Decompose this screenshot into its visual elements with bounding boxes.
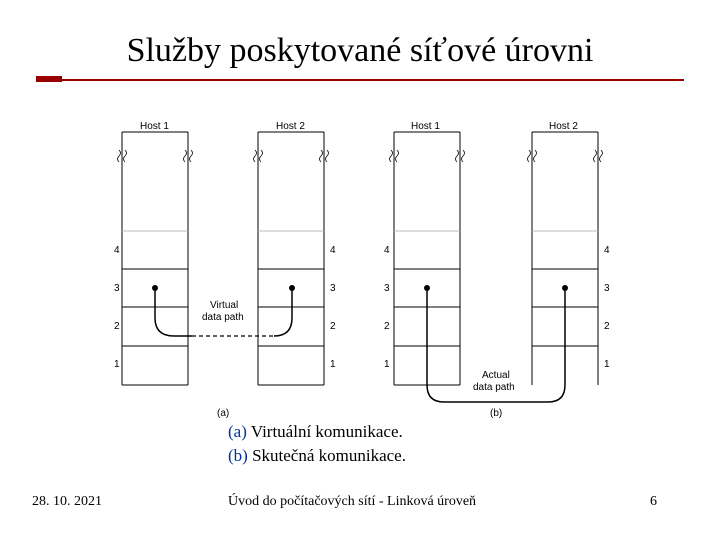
- layer-number: 1: [604, 359, 610, 370]
- panel-b-label: (b): [490, 408, 503, 419]
- host1-label-a: Host 1: [140, 121, 169, 132]
- actual-path-label-line1: Actual: [482, 370, 510, 381]
- host2-label-b: Host 2: [549, 121, 578, 132]
- layer-number: 2: [604, 321, 610, 332]
- endpoint-dot: [289, 285, 295, 291]
- actual-path-label-line2: data path: [473, 382, 515, 393]
- host-columns: [122, 132, 598, 385]
- virtual-path-label-line2: data path: [202, 312, 244, 323]
- layer-number: 2: [330, 321, 336, 332]
- layer-number: 3: [114, 283, 120, 294]
- layer-number: 4: [384, 245, 390, 256]
- layer-number: 3: [330, 283, 336, 294]
- caption-tag-b: (b): [228, 446, 248, 465]
- caption-line-a: [228, 420, 406, 444]
- footer-title: Úvod do počítačových sítí - Linková úroveň: [228, 494, 477, 509]
- endpoint-dot: [562, 285, 568, 291]
- layer-number: 4: [330, 245, 336, 256]
- break-marks: [118, 150, 603, 162]
- footer-date: 28. 10. 2021: [32, 494, 102, 509]
- layer-number: 4: [604, 245, 610, 256]
- figure-caption: [228, 420, 406, 468]
- layer-number: 2: [114, 321, 120, 332]
- slide-title: Služby poskytované síťové úrovni: [126, 32, 594, 69]
- layer-number: 1: [330, 359, 336, 370]
- layer-number: 1: [114, 359, 120, 370]
- host2-label-a: Host 2: [276, 121, 305, 132]
- host1-label-b: Host 1: [411, 121, 440, 132]
- endpoint-dot: [424, 285, 430, 291]
- caption-tag-a: (a): [228, 422, 247, 441]
- caption-line-b: [228, 444, 406, 468]
- slide-number: 6: [650, 494, 657, 509]
- layer-number: 4: [114, 245, 120, 256]
- caption-text-a: Virtuální komunikace.: [246, 422, 403, 441]
- layer-separators: [122, 269, 598, 346]
- layer-number: 3: [604, 283, 610, 294]
- endpoint-dot: [152, 285, 158, 291]
- panel-a-label: (a): [217, 408, 230, 419]
- layer-number: 3: [384, 283, 390, 294]
- virtual-path-label-line1: Virtual: [210, 300, 239, 311]
- caption-text-b: Skutečná komunikace.: [247, 446, 406, 465]
- layer-number: 1: [384, 359, 390, 370]
- layer-number: 2: [384, 321, 390, 332]
